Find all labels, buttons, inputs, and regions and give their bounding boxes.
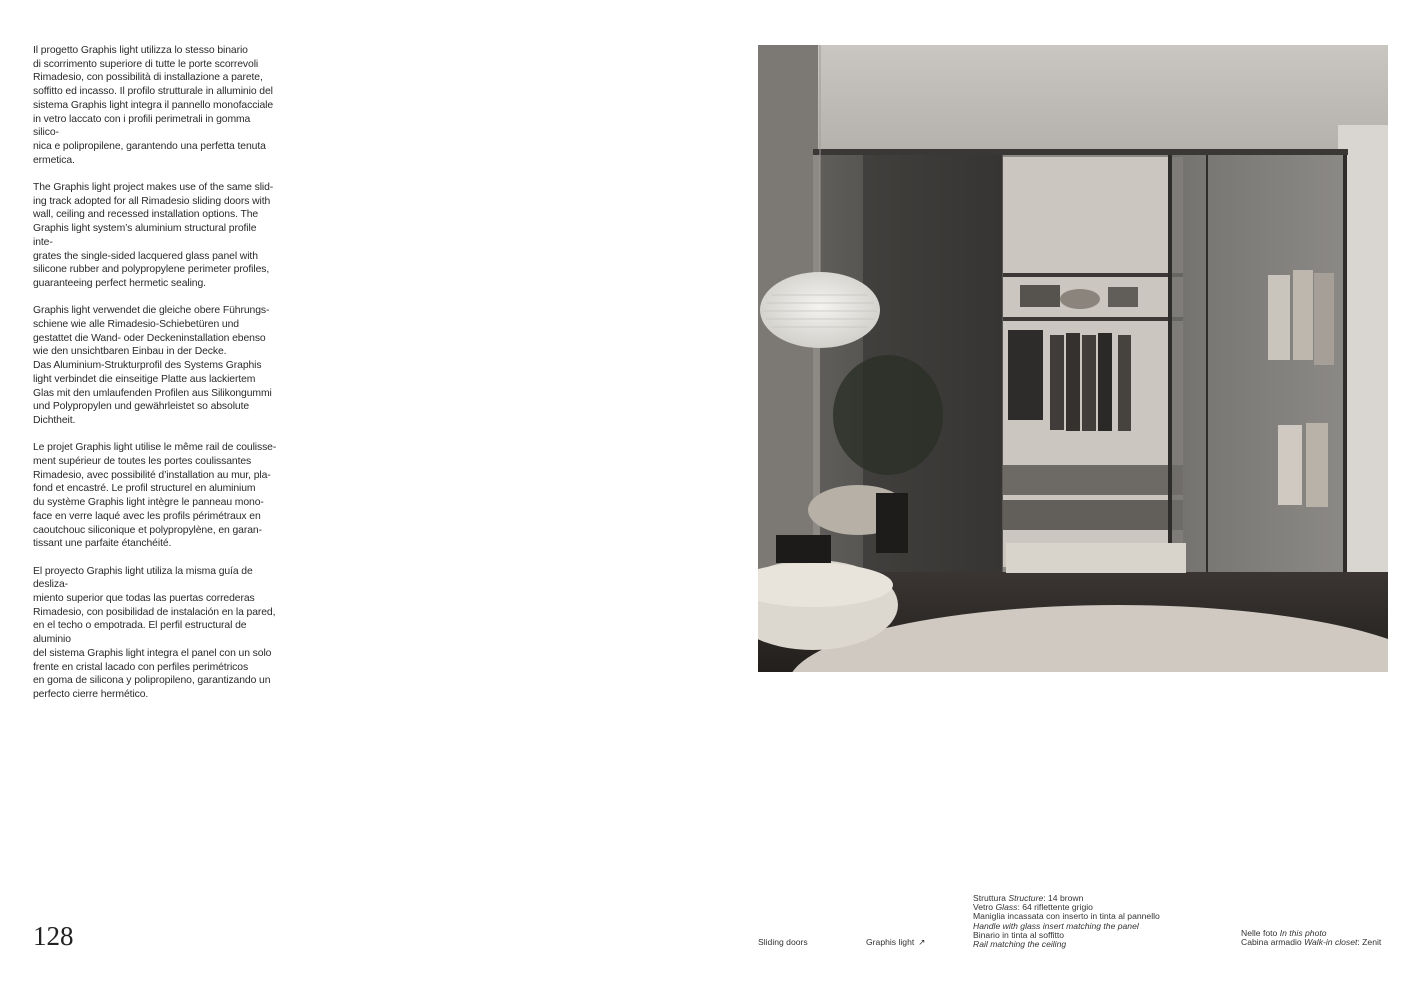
photo-caption-line2: Cabina armadio Walk-in closet: Zenit <box>1241 937 1382 948</box>
spec-handle-en: Handle with glass insert matching the panel <box>973 920 1139 931</box>
arrow-up-right-icon: ↗ <box>918 937 926 947</box>
breadcrumb-product[interactable] <box>866 938 925 947</box>
spec-glass: Vetro Glass: 64 riflettente grigio <box>973 902 1093 913</box>
spec-handle-it: Maniglia incassata con inserto in tinta al pannello <box>973 911 1160 922</box>
walk-in-closet-illustration <box>758 45 1388 672</box>
paragraph-italian: Il progetto Graphis light utilizza lo stesso binario di scorrimento superiore di tutte le porte scorrevoli Rimadesio, con possibilità di installazione a parete, soffitto ed incasso. Il profilo strutturale in alluminio del sistema Graphis light integra il pannello monofacciale in vetro laccato con i profili perimetrali in gomma silico- nica e polipropilene, garantendo una perfetta tenuta ermetica. <box>33 45 274 166</box>
photo-caption-line1: Nelle foto In this photo <box>1241 928 1327 938</box>
product-name: Graphis light <box>866 937 915 947</box>
spec-rail-it: Binario in tinta al soffitto <box>973 929 1065 940</box>
paragraph-english: The Graphis light project makes use of the same slid- ing track adopted for all Rimadesio sliding doors with wall, ceiling and recessed installation options. The Graphis light system’s aluminium structural profile inte- grates the single-sided lacquered glass panel with silicone rubber and polypropylene perimeter profiles, guaranteeing perfect hermetic sealing. <box>33 182 274 289</box>
paragraph-german: Graphis light verwendet die gleiche obere Führungs- schiene wie alle Rimadesio-Schiebetüren und gestattet die Wand- oder Deckeninstallation ebenso wie den unsichtbaren Einbau in der Decke. Das Aluminium-Strukturprofil des Systems Graphis light verbindet die einseitige Platte aus lackiertem Glas mit den umlaufenden Profilen aus Silikongummi und Polypropylen und gewährleistet so absolute Dichtheit. <box>33 305 272 426</box>
photo-caption <box>1241 929 1381 947</box>
product-photo <box>758 45 1388 672</box>
page-number: 128 <box>33 921 74 951</box>
spec-structure: Struttura Structure: 14 brown <box>973 893 1084 903</box>
paragraph-spanish: El proyecto Graphis light utiliza la misma guía de desliza- miento superior que todas las puertas correderas Rimadesio, con posibilidad de instalación en la pared, en el techo o empotrada. El perfil estructural de aluminio del sistema Graphis light integra el panel con un solo frente en cristal lacado con perfiles perimétricos en goma de silicona y polipropileno, garantizando un perfecto cierre hermético. <box>33 565 276 700</box>
breadcrumb-category: Sliding doors <box>758 937 808 947</box>
spec-list <box>973 894 1160 949</box>
body-text-column <box>33 44 278 715</box>
spec-rail-en: Rail matching the ceiling <box>973 939 1067 950</box>
paragraph-french: Le projet Graphis light utilise le même rail de coulisse- ment supérieur de toutes les portes coulissantes Rimadesio, avec possibilité d’installation au mur, pla- fond et encastré. Le profil structurel en aluminium du système Graphis light intègre le panneau mono- face en verre laqué avec les profils périmétraux en caoutchouc siliconique et polypropylène, en garan- tissant une parfaite étanchéité. <box>33 442 277 550</box>
